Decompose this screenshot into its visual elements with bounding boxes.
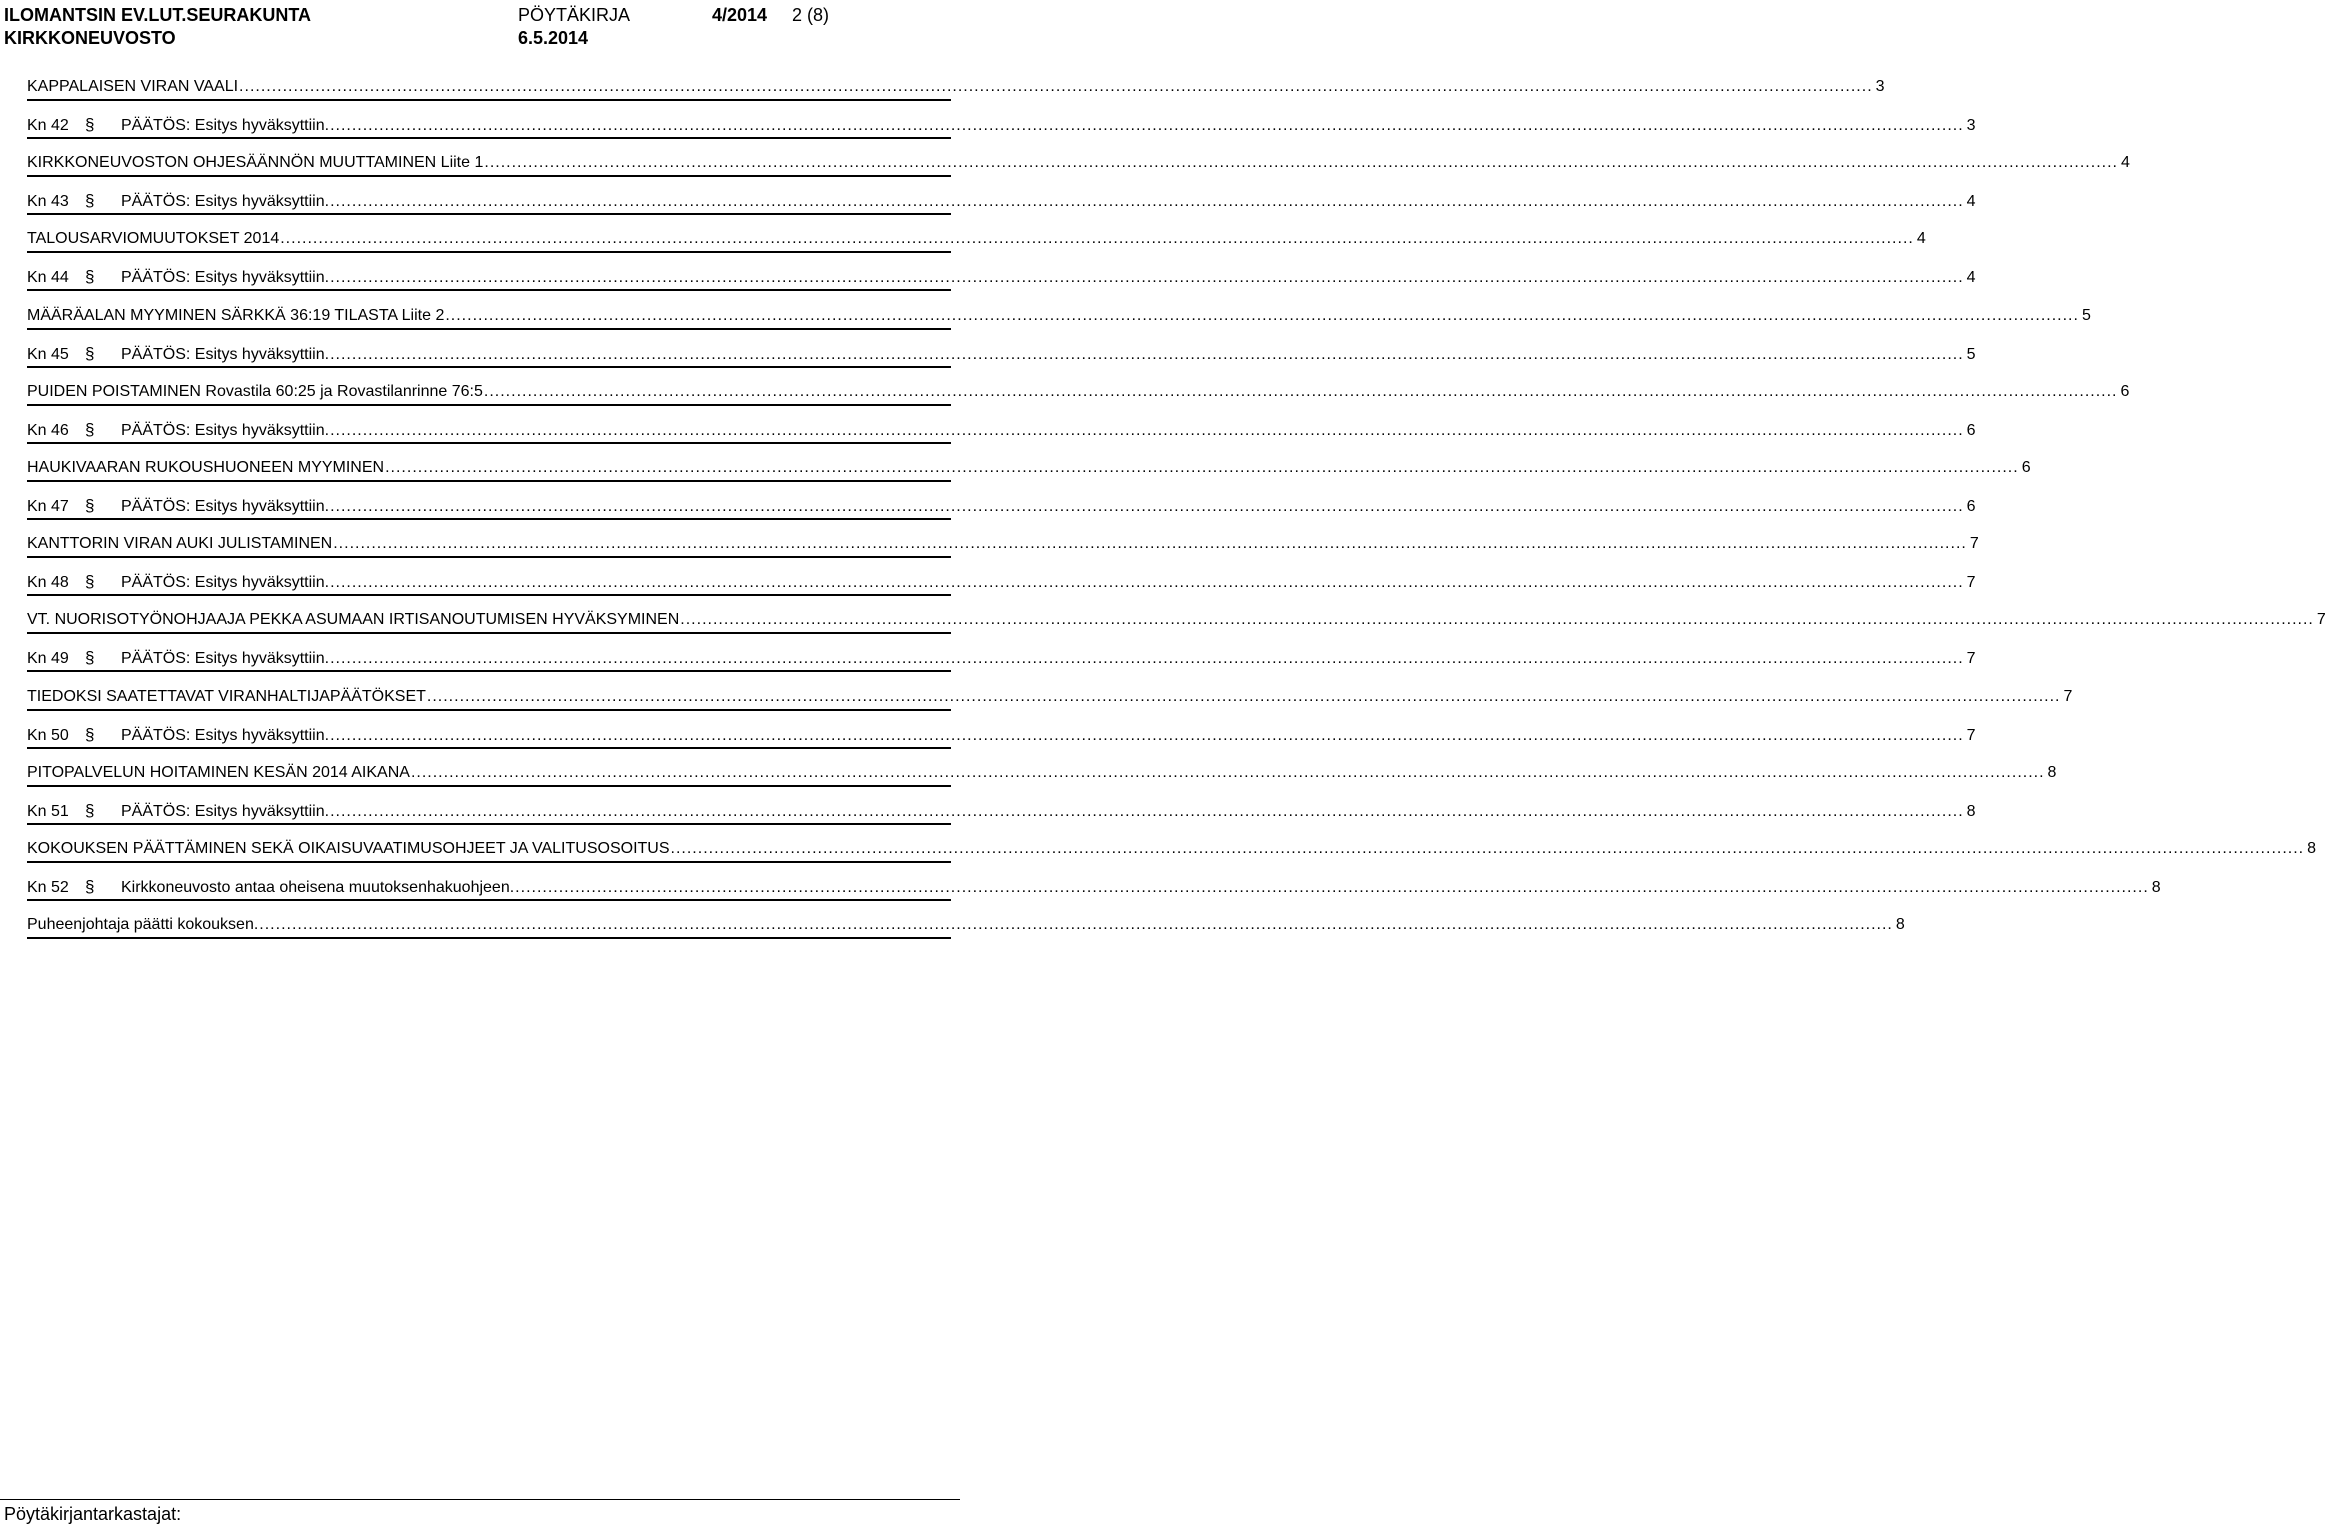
dot-leader: ............................................................................................................................................................................................................................................................................................................ [239, 78, 1873, 95]
dot-leader: ............................................................................................................................................................................................................................................................................................................ [483, 382, 2118, 400]
toc-entry-page: 6 [2120, 382, 2130, 400]
toc-entry-underline [27, 480, 951, 482]
toc-entry-title: KANTTORIN VIRAN AUKI JULISTAMINEN [27, 535, 333, 553]
toc-entry-number: Kn 43 [27, 193, 69, 211]
toc-entry[interactable] [27, 755, 2057, 793]
toc-entry-title: PÄÄTÖS: Esitys hyväksyttiin. [121, 802, 330, 820]
toc-entry-page: 4 [1966, 193, 1976, 211]
toc-entry-page: 6 [1966, 498, 1976, 516]
toc-entry-number: Kn 46 [27, 421, 69, 439]
toc-entry[interactable] [27, 450, 2031, 488]
toc-entry-title: PÄÄTÖS: Esitys hyväksyttiin. [121, 726, 330, 744]
toc-entry-page: 7 [1969, 535, 1979, 553]
toc-entry-underline [27, 289, 951, 291]
section-sign: § [85, 419, 95, 439]
toc-entry[interactable] [27, 412, 1976, 450]
toc-entry-title: PÄÄTÖS: Esitys hyväksyttiin. [121, 117, 330, 135]
toc-entry-page: 7 [2316, 611, 2326, 629]
toc-entry[interactable] [27, 374, 2130, 412]
dot-leader: ............................................................................................................................................................................................................................................................................................................ [330, 193, 1964, 211]
toc-entry-page: 3 [1875, 78, 1885, 95]
toc-entry[interactable] [27, 183, 1976, 221]
dot-leader: ............................................................................................................................................................................................................................................................................................................ [670, 839, 2305, 857]
toc-entry-title: HAUKIVAARAN RUKOUSHUONEEN MYYMINEN [27, 458, 385, 476]
dot-leader: ............................................................................................................................................................................................................................................................................................................ [330, 650, 1964, 668]
toc-entry-number: Kn 45 [27, 345, 69, 363]
toc-entry-underline [27, 99, 951, 101]
toc-entry-number: Kn 49 [27, 650, 69, 668]
toc-entry-page: 7 [1966, 650, 1976, 668]
toc-entry-underline [27, 594, 951, 596]
toc-entry-number: Kn 51 [27, 802, 69, 820]
toc-entry-underline [27, 937, 951, 939]
toc-entry-underline [27, 632, 951, 634]
toc-entry[interactable] [27, 145, 2130, 183]
toc-entry-underline [27, 213, 951, 215]
toc-entry-title: PÄÄTÖS: Esitys hyväksyttiin. [121, 269, 330, 287]
toc-entry-title: PUIDEN POISTAMINEN Rovastila 60:25 ja Rovastilanrinne 76:5 [27, 382, 483, 400]
body-name: KIRKKONEUVOSTO [4, 28, 176, 48]
section-sign: § [85, 876, 95, 896]
toc-entry-page: 4 [2120, 154, 2130, 172]
toc-entry[interactable] [27, 526, 1979, 564]
toc-entry[interactable] [27, 602, 2326, 640]
toc-entry[interactable] [27, 564, 1976, 602]
dot-leader: ............................................................................................................................................................................................................................................................................................................ [484, 154, 2118, 172]
toc-entry-underline [27, 518, 951, 520]
dot-leader: ............................................................................................................................................................................................................................................................................................................ [330, 117, 1964, 135]
toc-entry-page: 3 [1966, 117, 1976, 135]
section-sign: § [85, 267, 95, 287]
toc-entry-title: KIRKKONEUVOSTON OHJESÄÄNNÖN MUUTTAMINEN Liite 1 [27, 154, 484, 172]
toc-entry-underline [27, 328, 951, 330]
toc-entry-title: VT. NUORISOTYÖNOHJAAJA PEKKA ASUMAAN IRTISANOUTUMISEN HYVÄKSYMINEN [27, 611, 680, 629]
toc-entry-number: Kn 44 [27, 269, 69, 287]
document-type: PÖYTÄKIRJA [518, 5, 631, 25]
toc-entry-underline [27, 251, 951, 253]
section-sign: § [85, 572, 95, 592]
toc-entry-underline [27, 137, 951, 139]
toc-entry-underline [27, 442, 951, 444]
toc-entry-page: 6 [1966, 421, 1976, 439]
toc-entry-title: PÄÄTÖS: Esitys hyväksyttiin. [121, 193, 330, 211]
section-sign: § [85, 496, 95, 516]
toc-entry-number: Kn 52 [27, 878, 69, 896]
toc-entry-underline [27, 670, 951, 672]
toc-entry-underline [27, 404, 951, 406]
section-sign: § [85, 343, 95, 363]
toc-entry-title: TALOUSARVIOMUUTOKSET 2014 [27, 230, 280, 248]
section-sign: § [85, 800, 95, 820]
toc-entry-title: Puheenjohtaja päätti kokouksen. [27, 916, 259, 934]
dot-leader: ............................................................................................................................................................................................................................................................................................................ [515, 878, 2149, 896]
toc-entry-underline [27, 899, 951, 901]
toc-entry-page: 8 [2307, 839, 2317, 857]
toc-entry-page: 6 [2021, 458, 2031, 476]
toc-entry-page: 5 [2081, 306, 2091, 324]
toc-entry-title: PÄÄTÖS: Esitys hyväksyttiin. [121, 345, 330, 363]
toc-entry-underline [27, 823, 951, 825]
toc-entry[interactable] [27, 488, 1976, 526]
dot-leader: ............................................................................................................................................................................................................................................................................................................ [330, 269, 1964, 287]
toc-entry[interactable] [27, 907, 1905, 945]
dot-leader: ............................................................................................................................................................................................................................................................................................................ [445, 306, 2079, 324]
section-sign: § [85, 115, 95, 135]
footer-reviewers-label: Pöytäkirjantarkastajat: [4, 1504, 182, 1524]
toc-entry-title: PÄÄTÖS: Esitys hyväksyttiin. [121, 574, 330, 592]
toc-entry-title: KAPPALAISEN VIRAN VAALI [27, 78, 239, 95]
toc-entry-page: 7 [2063, 687, 2073, 705]
toc-entry-underline [27, 175, 951, 177]
toc-entry[interactable] [27, 831, 2317, 869]
toc-entry[interactable] [27, 679, 2073, 717]
dot-leader: ............................................................................................................................................................................................................................................................................................................ [680, 611, 2314, 629]
toc-entry-underline [27, 366, 951, 368]
dot-leader: ............................................................................................................................................................................................................................................................................................................ [330, 802, 1964, 820]
dot-leader: ............................................................................................................................................................................................................................................................................................................ [330, 726, 1964, 744]
toc-entry-title: PÄÄTÖS: Esitys hyväksyttiin. [121, 421, 330, 439]
toc-entry[interactable] [27, 717, 1976, 755]
toc-entry-underline [27, 785, 951, 787]
document-header [0, 0, 960, 50]
dot-leader: ............................................................................................................................................................................................................................................................................................................ [330, 421, 1964, 439]
section-sign: § [85, 648, 95, 668]
toc-entry[interactable] [27, 793, 1976, 831]
toc-entry-title: KOKOUKSEN PÄÄTTÄMINEN SEKÄ OIKAISUVAATIMUSOHJEET JA VALITUSOSOITUS [27, 839, 670, 857]
toc-entry[interactable] [27, 298, 2091, 336]
toc-entry-title: MÄÄRÄALAN MYYMINEN SÄRKKÄ 36:19 TILASTA Liite 2 [27, 306, 445, 324]
dot-leader: ............................................................................................................................................................................................................................................................................................................ [333, 535, 1967, 553]
toc-entry[interactable] [27, 869, 2161, 907]
toc-entry[interactable] [27, 640, 1976, 678]
dot-leader: ............................................................................................................................................................................................................................................................................................................ [330, 574, 1964, 592]
toc-entry[interactable] [27, 69, 1885, 107]
toc-entry-page: 4 [1916, 230, 1926, 248]
toc-entry[interactable] [27, 259, 1976, 297]
table-of-contents [27, 69, 2326, 945]
meeting-date: 6.5.2014 [518, 28, 589, 48]
page-indicator: 2 (8) [792, 5, 830, 25]
toc-entry-title: PÄÄTÖS: Esitys hyväksyttiin. [121, 650, 330, 668]
footer-divider [0, 1499, 960, 1500]
section-sign: § [85, 191, 95, 211]
toc-entry-title: Kirkkoneuvosto antaa oheisena muutoksenhakuohjeen. [121, 878, 515, 896]
toc-entry-title: TIEDOKSI SAATETTAVAT VIRANHALTIJAPÄÄTÖKSET [27, 687, 426, 705]
toc-entry-page: 7 [1966, 726, 1976, 744]
document-number: 4/2014 [712, 5, 768, 25]
dot-leader: ............................................................................................................................................................................................................................................................................................................ [410, 763, 2045, 781]
toc-entry-title: PÄÄTÖS: Esitys hyväksyttiin. [121, 498, 330, 516]
toc-entry-page: 5 [1966, 345, 1976, 363]
toc-entry-page: 8 [2151, 878, 2161, 896]
toc-entry-underline [27, 556, 951, 558]
toc-entry[interactable] [27, 107, 1976, 145]
toc-entry[interactable] [27, 336, 1976, 374]
toc-entry-underline [27, 861, 951, 863]
toc-entry-page: 8 [2047, 763, 2057, 781]
toc-entry-title: PITOPALVELUN HOITAMINEN KESÄN 2014 AIKANA [27, 763, 410, 781]
toc-entry-page: 4 [1966, 269, 1976, 287]
toc-entry-underline [27, 709, 951, 711]
toc-entry-page: 8 [1966, 802, 1976, 820]
dot-leader: ............................................................................................................................................................................................................................................................................................................ [426, 687, 2061, 705]
dot-leader: ............................................................................................................................................................................................................................................................................................................ [330, 498, 1964, 516]
toc-entry-number: Kn 48 [27, 574, 69, 592]
toc-entry-number: Kn 47 [27, 498, 69, 516]
organization-name: ILOMANTSIN EV.LUT.SEURAKUNTA [4, 5, 312, 25]
dot-leader: ............................................................................................................................................................................................................................................................................................................ [385, 458, 2019, 476]
section-sign: § [85, 724, 95, 744]
dot-leader: ............................................................................................................................................................................................................................................................................................................ [280, 230, 1914, 248]
toc-entry-number: Kn 50 [27, 726, 69, 744]
toc-entry-page: 7 [1966, 574, 1976, 592]
toc-entry[interactable] [27, 221, 1926, 259]
toc-entry-page: 8 [1895, 916, 1905, 934]
dot-leader: ............................................................................................................................................................................................................................................................................................................ [259, 916, 1893, 934]
dot-leader: ............................................................................................................................................................................................................................................................................................................ [330, 345, 1964, 363]
toc-entry-number: Kn 42 [27, 117, 69, 135]
toc-entry-underline [27, 747, 951, 749]
